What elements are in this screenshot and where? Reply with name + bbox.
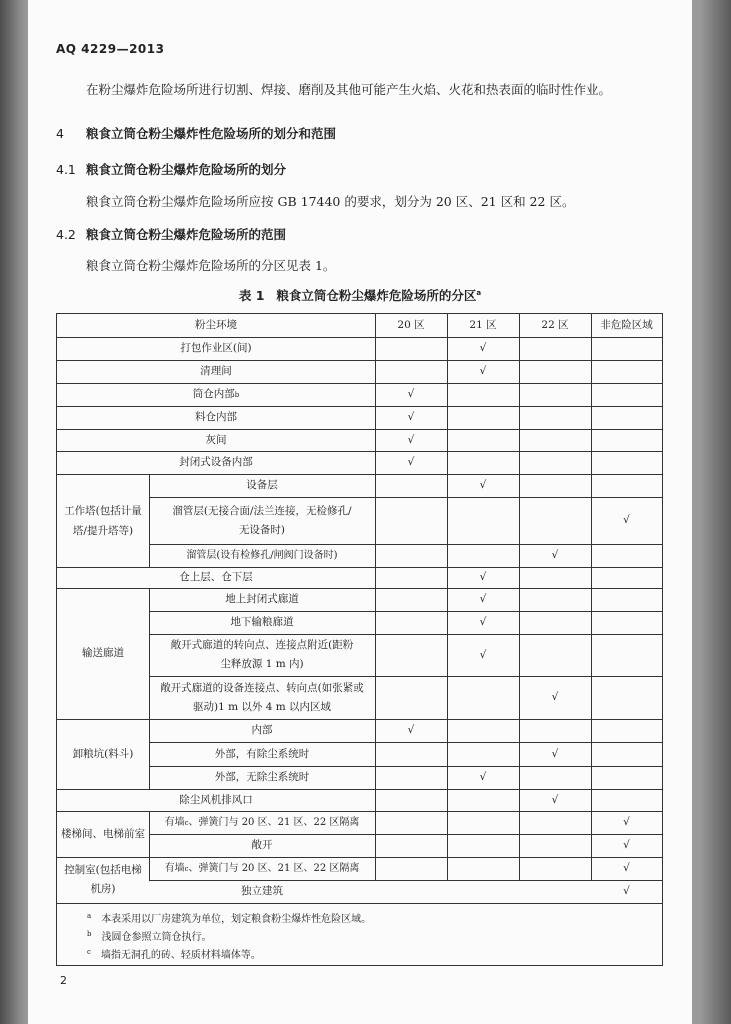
header-non-hazard: 非危险区域 (600, 319, 653, 331)
header-zone-21: 21 区 (469, 319, 497, 331)
check-mark: √ (407, 411, 415, 423)
row-label: 敞开式廊道的设备连接点、转向点(如张紧或驱动)1 m 以外 4 m 以内区域 (160, 681, 364, 713)
section-4-2-heading (56, 225, 286, 243)
row-label: 设备层 (246, 479, 278, 491)
row-label: 打包作业区(间) (180, 342, 252, 354)
check-mark: √ (479, 771, 487, 783)
section-title: 粮食立筒仓粉尘爆炸危险场所的范围 (86, 227, 287, 242)
check-mark: √ (407, 456, 415, 468)
footnote-text: 墙指无洞孔的砖、轻质材料墙体等。 (100, 950, 261, 961)
check-mark: √ (407, 388, 415, 400)
table-caption (28, 286, 692, 304)
document-code: AQ 4229—2013 (56, 42, 165, 56)
table-footnote (87, 910, 371, 925)
section-4-2-text: 粮食立筒仓粉尘爆炸危险场所的分区见表 1。 (86, 258, 336, 273)
section-number: 4.1 (56, 162, 76, 177)
zone-table (56, 313, 663, 966)
row-label: 外部，无除尘系统时 (214, 771, 310, 783)
footnote-mark: a (87, 911, 92, 920)
check-mark: √ (623, 862, 630, 874)
group-label-work-tower: 工作塔(包括计量塔/提升塔等) (64, 504, 142, 537)
row-label: 有墙 c 、弹簧门与 20 区、21 区、22 区隔离 (149, 857, 375, 880)
section-4-1-text: 粮食立筒仓粉尘爆炸危险场所应按 GB 17440 的要求，划分为 20 区、21 区和 22 区。 (86, 194, 575, 209)
row-label: 地上封闭式廊道 (225, 593, 299, 605)
table-footnote (87, 928, 211, 943)
check-mark: √ (479, 479, 487, 491)
footnote-mark: b (87, 929, 92, 938)
row-label: 清理间 (200, 365, 232, 377)
footnote-text: 本表采用以厂房建筑为单位，划定粮食粉尘爆炸性危险区域。 (101, 914, 372, 925)
header-env: 粉尘环境 (195, 319, 237, 331)
row-label: 有墙 c 、弹簧门与 20 区、21 区、22 区隔离 (149, 811, 375, 834)
check-mark: √ (551, 549, 559, 561)
intro-paragraph: 在粉尘爆炸危险场所进行切割、焊接、磨削及其他可能产生火焰、火花和热表面的临时性作业。 (86, 82, 612, 97)
footnote-mark: a (476, 288, 482, 297)
check-mark: √ (623, 839, 630, 851)
check-mark: √ (551, 793, 559, 806)
row-label: 敞开式廊道的转向点、连接点附近(距粉尘释放源 1 m 内) (170, 639, 354, 670)
row-label: 敞开 (251, 839, 273, 851)
row-label: 筒仓内部 b (57, 383, 375, 406)
check-mark: √ (551, 747, 559, 760)
row-label: 外部，有除尘系统时 (214, 747, 310, 760)
table-title: 粮食立筒仓粉尘爆炸危险场所的分区 (276, 288, 477, 303)
check-mark: √ (479, 593, 487, 605)
document-page (28, 0, 692, 1024)
row-label-text: 、弹簧门与 20 区、21 区、22 区隔离 (188, 863, 360, 874)
check-mark: √ (479, 648, 487, 661)
section-number: 4 (56, 126, 64, 141)
check-mark: √ (479, 616, 487, 628)
group-label-corridor: 输送廊道 (82, 647, 124, 659)
row-label: 料仓内部 (195, 411, 237, 423)
check-mark: √ (623, 514, 630, 526)
footnote-text: 浅圆仓参照立筒仓执行。 (101, 932, 212, 943)
row-label: 地下输粮廊道 (230, 616, 294, 628)
section-4-1-heading (56, 160, 286, 178)
row-label: 溜管层(设有检修孔/闸阀门设备时) (186, 550, 338, 561)
row-label: 除尘风机排风口 (179, 793, 253, 806)
row-label: 灰间 (205, 433, 227, 446)
check-mark: √ (407, 724, 415, 736)
check-mark: √ (551, 691, 559, 703)
row-label: 封闭式设备内部 (179, 456, 253, 468)
check-mark: √ (623, 816, 630, 828)
section-title: 粮食立筒仓粉尘爆炸危险场所的划分 (86, 162, 287, 177)
header-zone-20: 20 区 (397, 319, 425, 331)
check-mark: √ (623, 885, 630, 897)
table-footnote (87, 946, 261, 961)
section-number: 4.2 (56, 227, 76, 242)
row-label-text: 、弹簧门与 20 区、21 区、22 区隔离 (188, 817, 360, 828)
header-zone-22: 22 区 (541, 319, 569, 331)
row-label: 溜管层(无接合面/法兰连接，无检修孔/无设备时) (172, 504, 352, 536)
check-mark: √ (479, 342, 487, 354)
row-label-text: 筒仓内部 (192, 388, 235, 400)
footnote-mark: c (87, 947, 91, 956)
group-label-unloading-pit: 卸粮坑(料斗) (72, 747, 134, 760)
check-mark: √ (407, 433, 415, 446)
group-label-stairwell: 楼梯间、电梯前室 (61, 827, 145, 840)
check-mark: √ (479, 571, 487, 583)
check-mark: √ (479, 365, 487, 377)
section-4-heading (56, 124, 336, 142)
page-number: 2 (60, 974, 67, 987)
row-label: 仓上层、仓下层 (179, 571, 253, 583)
group-label-control-room: 控制室(包括电梯机房) (64, 864, 142, 895)
row-label-text: 有墙 (164, 817, 185, 828)
row-label-text: 有墙 (164, 863, 185, 874)
section-title: 粮食立筒仓粉尘爆炸性危险场所的划分和范围 (86, 126, 337, 141)
row-label: 内部 (251, 724, 273, 736)
table-label: 表 1 (238, 288, 265, 303)
row-label: 独立建筑 (241, 885, 283, 897)
